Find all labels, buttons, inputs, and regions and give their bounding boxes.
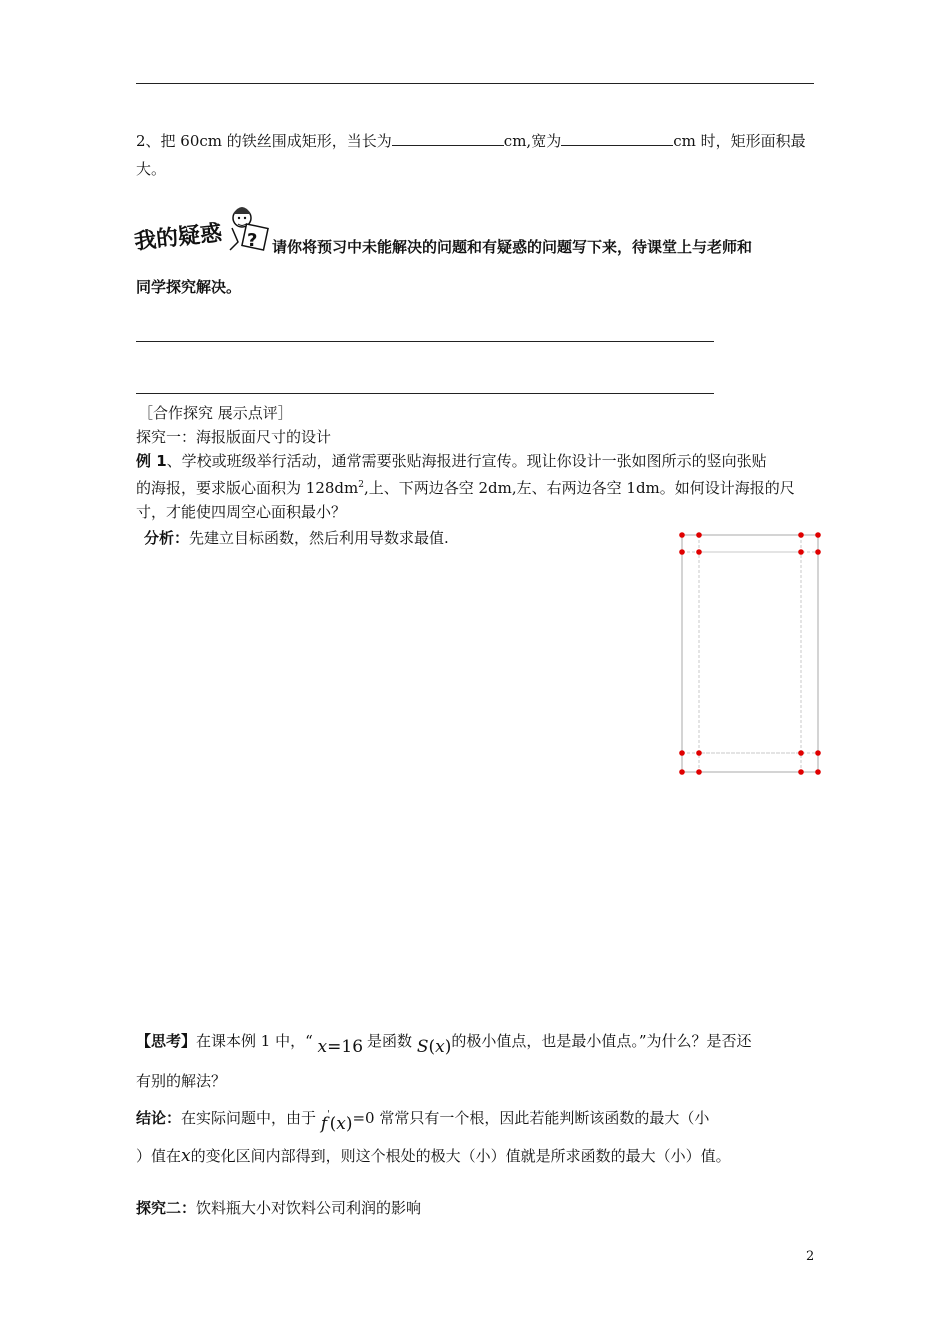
conclusion-text-a: 在实际问题中，由于 xyxy=(181,1109,317,1127)
explore-2-text: 饮料瓶大小对饮料公司利润的影响 xyxy=(196,1199,422,1217)
conclusion-prime: ' xyxy=(327,1110,330,1120)
conclusion-paren-close: ) xyxy=(345,1114,353,1134)
section-header xyxy=(136,401,826,425)
think-x: x xyxy=(317,1037,328,1057)
conclusion-text-b: =0 常常只有一个根，因此若能判断该函数的最大（小 xyxy=(352,1109,710,1127)
explore-1-text: 探究一：海报版面尺寸的设计 xyxy=(136,428,332,446)
q2-line2: 大。 xyxy=(136,160,167,178)
conclusion-f: f xyxy=(320,1114,328,1134)
doubt-logo xyxy=(132,196,272,256)
example-1-text-2b: ,上、下两边各空 2dm,左、右两边各空 1dm。如何设计海报的尺 xyxy=(363,479,795,497)
doubt-instruction-line2 xyxy=(136,276,241,297)
doubt-logo-text: 我的疑惑 xyxy=(133,220,224,255)
think-text-c: 的极小值点，也是最小值点。”为什么？是否还 xyxy=(451,1032,752,1050)
conclusion-x2: x xyxy=(181,1146,191,1166)
corner-dot xyxy=(679,532,685,538)
corner-dot xyxy=(798,750,804,756)
section-header-text: ［合作探究 展示点评］ xyxy=(138,404,293,422)
example-1-text-1: 、学校或班级举行活动，通常需要张贴海报进行宣传。现让你设计一张如图所示的竖向张贴 xyxy=(166,452,767,470)
think-S: S xyxy=(416,1037,429,1057)
explore-2-label: 探究二： xyxy=(136,1199,197,1217)
q2-suffix: cm 时，矩形面积最 xyxy=(673,132,806,150)
explore-1-title xyxy=(136,425,826,449)
explore-2 xyxy=(136,1197,421,1218)
doubt-text-1: 请你将预习中未能解决的问题和有疑惑的问题写下来，待课堂上与老师和 xyxy=(272,238,753,256)
corner-dot xyxy=(815,532,821,538)
corner-dot xyxy=(815,549,821,555)
length-blank[interactable] xyxy=(392,130,504,146)
think-text-2: 有别的解法？ xyxy=(136,1072,227,1090)
q2-prefix: 2、把 60cm 的铁丝围成矩形，当长为 xyxy=(136,132,392,150)
example-1-label: 例 1 xyxy=(136,452,167,470)
corner-dot xyxy=(696,549,702,555)
conclusion-label: 结论： xyxy=(136,1109,182,1127)
conclusion-text-2a: ）值在 xyxy=(136,1147,182,1165)
think-paren-open: ( xyxy=(428,1037,436,1057)
doubt-instruction xyxy=(272,236,832,257)
doubt-logo-graphic xyxy=(132,196,272,256)
corner-dot xyxy=(679,750,685,756)
example-1-sup: 2 xyxy=(358,480,364,490)
poster-corner-dots xyxy=(679,532,821,775)
think-Sx: x xyxy=(435,1037,445,1057)
width-blank[interactable] xyxy=(561,130,673,146)
think-label: 【思考】 xyxy=(136,1032,197,1050)
conclusion-paren-open: ( xyxy=(329,1114,337,1134)
doubt-text-2: 同学探究解决。 xyxy=(136,278,242,296)
page-number: 2 xyxy=(806,1249,815,1264)
poster-outer-frame xyxy=(682,535,818,772)
corner-dot xyxy=(815,769,821,775)
analysis-text: 先建立目标函数，然后利用导数求最值. xyxy=(189,529,449,547)
example-1-text-2a: 的海报，要求版心面积为 128dm xyxy=(136,479,359,497)
conclusion-line-1 xyxy=(136,1100,826,1133)
svg-text:?: ? xyxy=(247,230,258,251)
think-block xyxy=(136,1026,826,1091)
conclusion-line-2 xyxy=(136,1145,826,1166)
poster-figure xyxy=(672,526,832,782)
conclusion-block xyxy=(136,1100,826,1166)
poster-type-area xyxy=(699,552,801,753)
think-line-2 xyxy=(136,1070,826,1091)
corner-dot xyxy=(679,769,685,775)
poster-diagram xyxy=(672,526,832,782)
corner-dot xyxy=(696,750,702,756)
example-1-line-2 xyxy=(136,473,826,500)
corner-dot xyxy=(696,532,702,538)
question-2 xyxy=(136,127,826,183)
answer-line-1[interactable] xyxy=(136,341,714,342)
analysis-label: 分析： xyxy=(144,529,190,547)
corner-dot xyxy=(798,549,804,555)
corner-dot xyxy=(815,750,821,756)
think-line-1 xyxy=(136,1026,826,1056)
think-text-b: 是函数 xyxy=(367,1032,413,1050)
corner-dot xyxy=(679,549,685,555)
think-text-a: 在课本例 1 中，“ xyxy=(196,1032,313,1050)
corner-dot xyxy=(696,769,702,775)
conclusion-text-2b: 的变化区间内部得到，则这个根处的极大（小）值就是所求函数的最大（小）值。 xyxy=(190,1147,731,1165)
corner-dot xyxy=(798,532,804,538)
header-rule xyxy=(136,83,814,84)
think-paren-close: ) xyxy=(444,1037,452,1057)
answer-line-2[interactable] xyxy=(136,393,714,394)
q2-mid: cm,宽为 xyxy=(503,132,562,150)
think-eq: =16 xyxy=(327,1037,364,1057)
conclusion-x: x xyxy=(336,1114,346,1134)
corner-dot xyxy=(798,769,804,775)
example-1-text-3: 寸，才能使四周空心面积最小？ xyxy=(136,503,347,521)
example-1-line-1 xyxy=(136,449,826,473)
example-1-line-3 xyxy=(136,500,826,524)
